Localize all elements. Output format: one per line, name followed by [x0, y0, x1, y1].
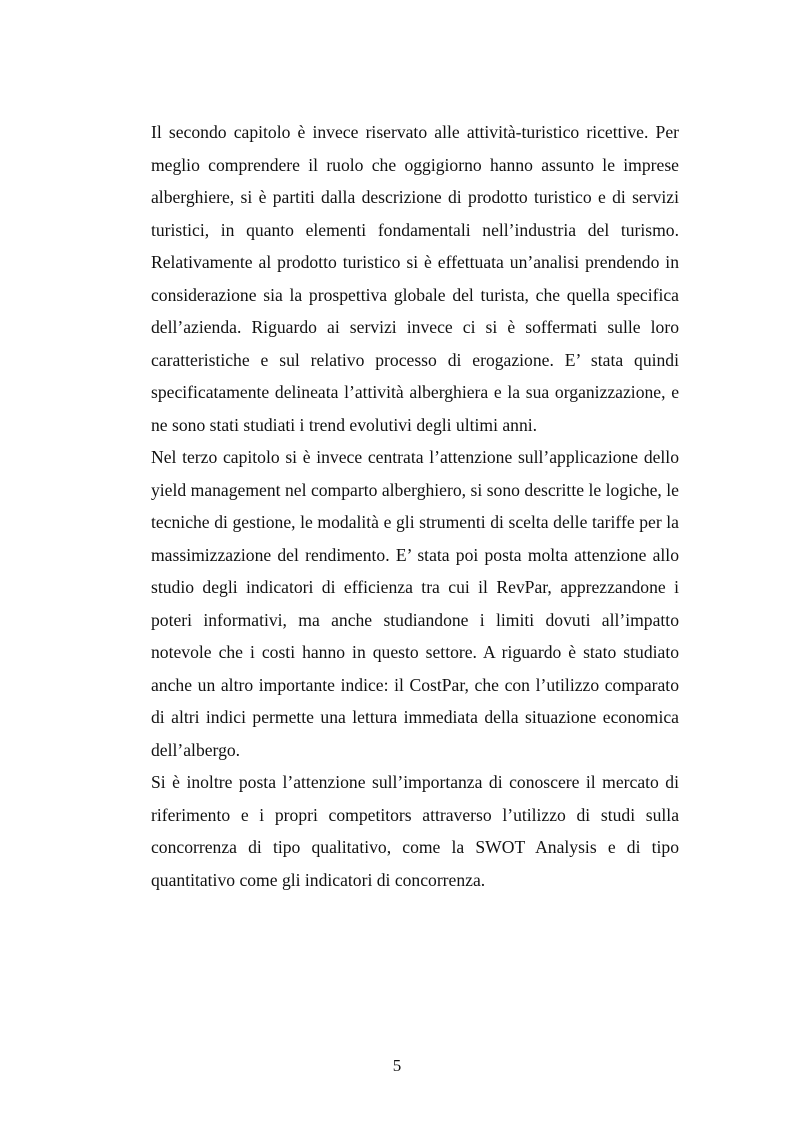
paragraph-second-chapter: Il secondo capitolo è invece riservato alle attività-turistico ricettive. Per meglio comprendere il ruolo che oggigiorno hanno assunto le imprese alberghiere, si è partiti dalla descrizione di prodotto turistico e di servizi turistici, in quanto elementi fondamentali nell’industria del turismo. Relativamente al prodotto turistico si è effettuata un’analisi prendendo in considerazione sia la prospettiva globale del turista, che quella specifica dell’azienda. Riguardo ai servizi invece ci si è soffermati sulle loro caratteristiche e sul relativo processo di erogazione. E’ stata quindi specificatamente delineata l’attività alberghiera e la sua organizzazione, e ne sono stati studiati i trend evolutivi degli ultimi anni.: [151, 122, 679, 435]
paragraph-market-analysis: Si è inoltre posta l’attenzione sull’importanza di conoscere il mercato di riferimento e i propri competitors attraverso l’utilizzo di studi sulla concorrenza di tipo qualitativo, come la SWOT Analysis e di tipo quantitativo come gli indicatori di concorrenza.: [151, 772, 679, 890]
paragraph-third-chapter: Nel terzo capitolo si è invece centrata l’attenzione sull’applicazione dello yield management nel comparto alberghiero, si sono descritte le logiche, le tecniche di gestione, le modalità e gli strumenti di scelta delle tariffe per la massimizzazione del rendimento. E’ stata poi posta molta attenzione allo studio degli indicatori di efficienza tra cui il RevPar, apprezzandone i poteri informativi, ma anche studiandone i limiti dovuti all’impatto notevole che i costi hanno in questo settore. A riguardo è stato studiato anche un altro importante indice: il CostPar, che con l’utilizzo comparato di altri indici permette una lettura immediata della situazione economica dell’albergo.: [151, 447, 679, 760]
body-text: [151, 116, 679, 896]
page-number: 5: [392, 1056, 402, 1075]
